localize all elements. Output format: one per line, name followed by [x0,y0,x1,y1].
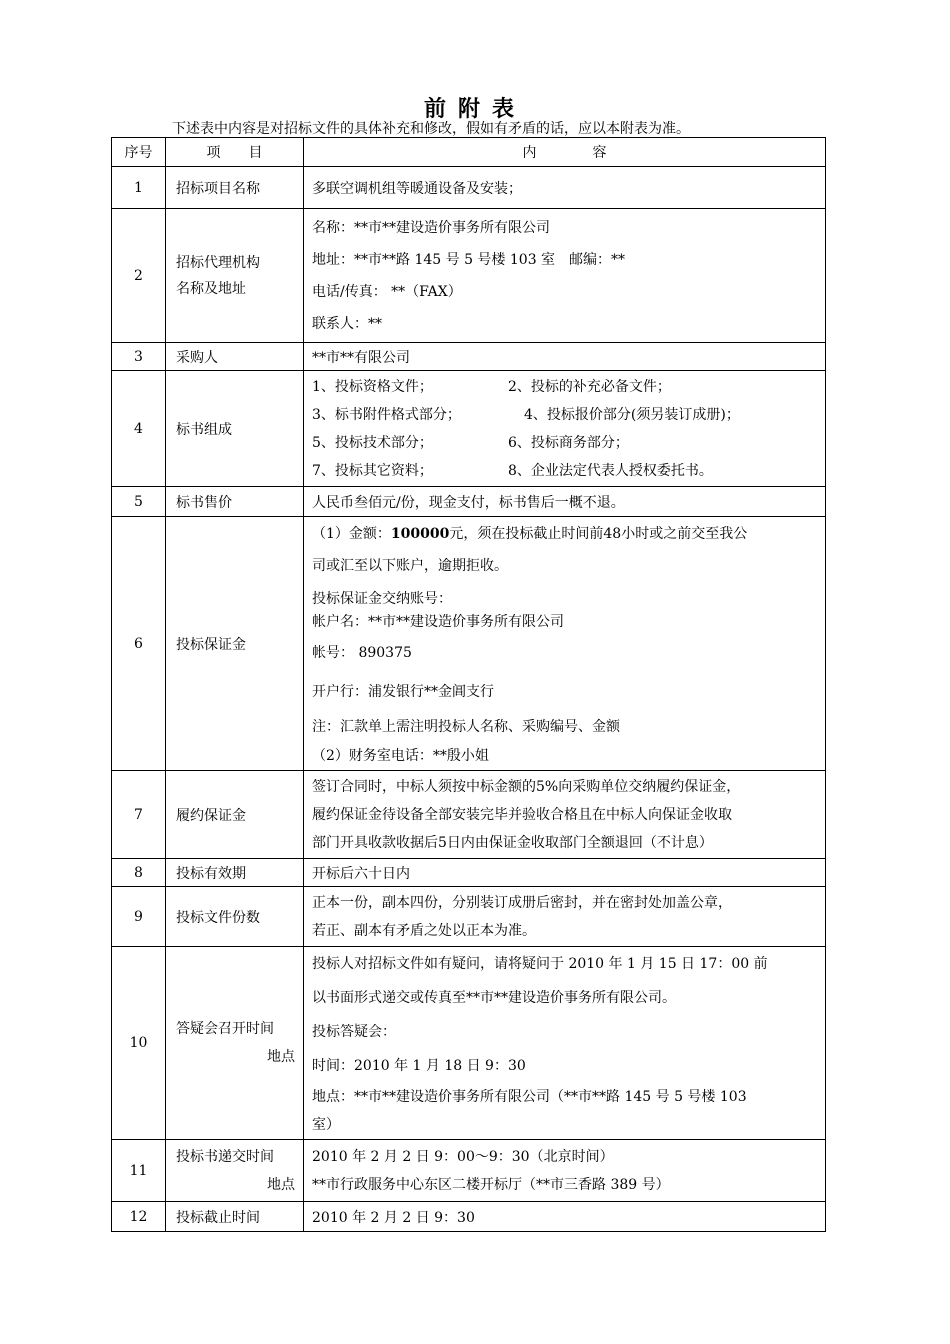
row-number: 11 [112,1140,166,1202]
row-content: 开标后六十日内 [304,859,826,887]
table-row [112,487,826,517]
content-line: 正本一份，副本四份，分别装订成册后密封，并在密封处加盖公章， [312,894,732,911]
table-row [112,209,826,343]
content-line: 部门开具收款收据后5日内由保证金收取部门全额退回（不计息） [312,834,713,851]
content-line: 室） [312,1117,340,1133]
deposit-amount-line [312,518,817,550]
list-item: 6、投标商务部分； [508,434,629,451]
header-content: 内 容 [304,138,826,167]
table-row [112,1202,826,1232]
row-item [166,209,304,343]
header-no: 序号 [112,138,166,167]
row-number: 1 [112,167,166,209]
content-line: **市行政服务中心东区二楼开标厅（**市三香路 389 号） [312,1176,670,1193]
row-content [304,371,826,487]
row-item: 标书组成 [166,371,304,487]
table-row [112,517,826,771]
content-line: 若正、副本有矛盾之处以正本为准。 [312,922,536,939]
list-item: 1、投标资格文件； [312,378,433,395]
row-content [304,1140,826,1202]
row-content: 多联空调机组等暖通设备及安装； [304,167,826,209]
deposit-account-name: 帐户名：**市**建设造价事务所有限公司 [312,613,564,630]
list-item: 4、投标报价部分(须另装订成册)； [524,406,740,423]
row-item-line: 投标书递交时间 [176,1148,274,1165]
row-item: 投标截止时间 [166,1202,304,1232]
table-row [112,947,826,1140]
content-line: 时间：2010 年 1 月 18 日 9：30 [312,1058,526,1074]
row-item-line: 答疑会召开时间 [176,1021,274,1037]
row-item-line: 地点 [267,1049,295,1065]
row-number: 7 [112,771,166,859]
row-number: 3 [112,343,166,371]
appendix-table [111,137,826,1232]
row-item [166,947,304,1140]
row-item: 标书售价 [166,487,304,517]
deposit-amount-prefix: （1）金额： [312,525,391,542]
list-item: 5、投标技术部分； [312,434,433,451]
row-item: 投标有效期 [166,859,304,887]
list-item: 8、企业法定代表人授权委托书。 [508,462,713,479]
deposit-account-number: 帐号： 890375 [312,644,412,661]
intro-text: 下述表中内容是对招标文件的具体补充和修改，假如有矛盾的话，应以本附表为准。 [172,121,690,137]
table-row [112,167,826,209]
row-number: 4 [112,371,166,487]
row-number: 2 [112,209,166,343]
row-content: **市**有限公司 [304,343,826,371]
table-row [112,859,826,887]
row-item: 招标项目名称 [166,167,304,209]
row-number: 8 [112,859,166,887]
content-line: 签订合同时，中标人须按中标金额的5%向采购单位交纳履约保证金， [312,778,741,795]
row-content: 2010 年 2 月 2 日 9：30 [304,1202,826,1232]
table-row [112,887,826,947]
content-line: 地点：**市**建设造价事务所有限公司（**市**路 145 号 5 号楼 103 [312,1089,747,1105]
deposit-account-title: 投标保证金交纳账号： [312,590,452,607]
agency-phone: 电话/传真： **（FAX） [312,283,462,300]
row-item [166,1140,304,1202]
list-item: 7、投标其它资料； [312,462,433,479]
list-item: 2、投标的补充必备文件； [508,378,671,395]
header-item: 项 目 [166,138,304,167]
row-content [304,771,826,859]
table-header-row [112,138,826,167]
deposit-amount-line2: 司或汇至以下账户，逾期拒收。 [312,557,508,574]
table-row [112,371,826,487]
row-number: 9 [112,887,166,947]
row-number: 6 [112,517,166,771]
content-line: 投标人对招标文件如有疑问，请将疑问于 2010 年 1 月 15 日 17：00 前 [312,956,768,972]
row-item: 采购人 [166,343,304,371]
row-item: 履约保证金 [166,771,304,859]
list-item: 3、标书附件格式部分； [312,406,461,423]
row-content [304,517,826,771]
row-number: 12 [112,1202,166,1232]
page-title: 前附表 [423,96,526,122]
row-content [304,209,826,343]
row-content: 人民币叁佰元/份，现金支付，标书售后一概不退。 [304,487,826,517]
content-line: 2010 年 2 月 2 日 9：00～9：30（北京时间） [312,1148,614,1165]
content-line: 履约保证金待设备全部安装完毕并验收合格且在中标人向保证金收取 [312,806,732,823]
agency-address: 地址：**市**路 145 号 5 号楼 103 室 邮编：** [312,251,626,268]
row-item-line: 地点 [267,1176,295,1193]
agency-contact: 联系人：** [312,315,382,332]
content-line: 以书面形式递交或传真至**市**建设造价事务所有限公司。 [312,990,676,1006]
row-item: 投标保证金 [166,517,304,771]
row-number: 5 [112,487,166,517]
row-content [304,887,826,947]
row-item-line: 名称及地址 [176,280,246,297]
deposit-amount-suffix: 元，须在投标截止时间前48小时或之前交至我公 [449,525,748,542]
finance-phone: （2）财务室电话：**殷小姐 [312,747,489,764]
deposit-note: 注：汇款单上需注明投标人名称、采购编号、金额 [312,718,620,735]
row-item: 投标文件份数 [166,887,304,947]
table-row [112,771,826,859]
row-item-line: 招标代理机构 [176,254,260,271]
table-row [112,1140,826,1202]
content-line: 投标答疑会： [312,1024,396,1040]
table-row [112,343,826,371]
row-number: 10 [112,947,166,1140]
agency-name: 名称：**市**建设造价事务所有限公司 [312,219,550,236]
deposit-amount: 100000 [390,525,450,542]
deposit-bank: 开户行：浦发银行**金阊支行 [312,683,494,700]
row-content [304,947,826,1140]
